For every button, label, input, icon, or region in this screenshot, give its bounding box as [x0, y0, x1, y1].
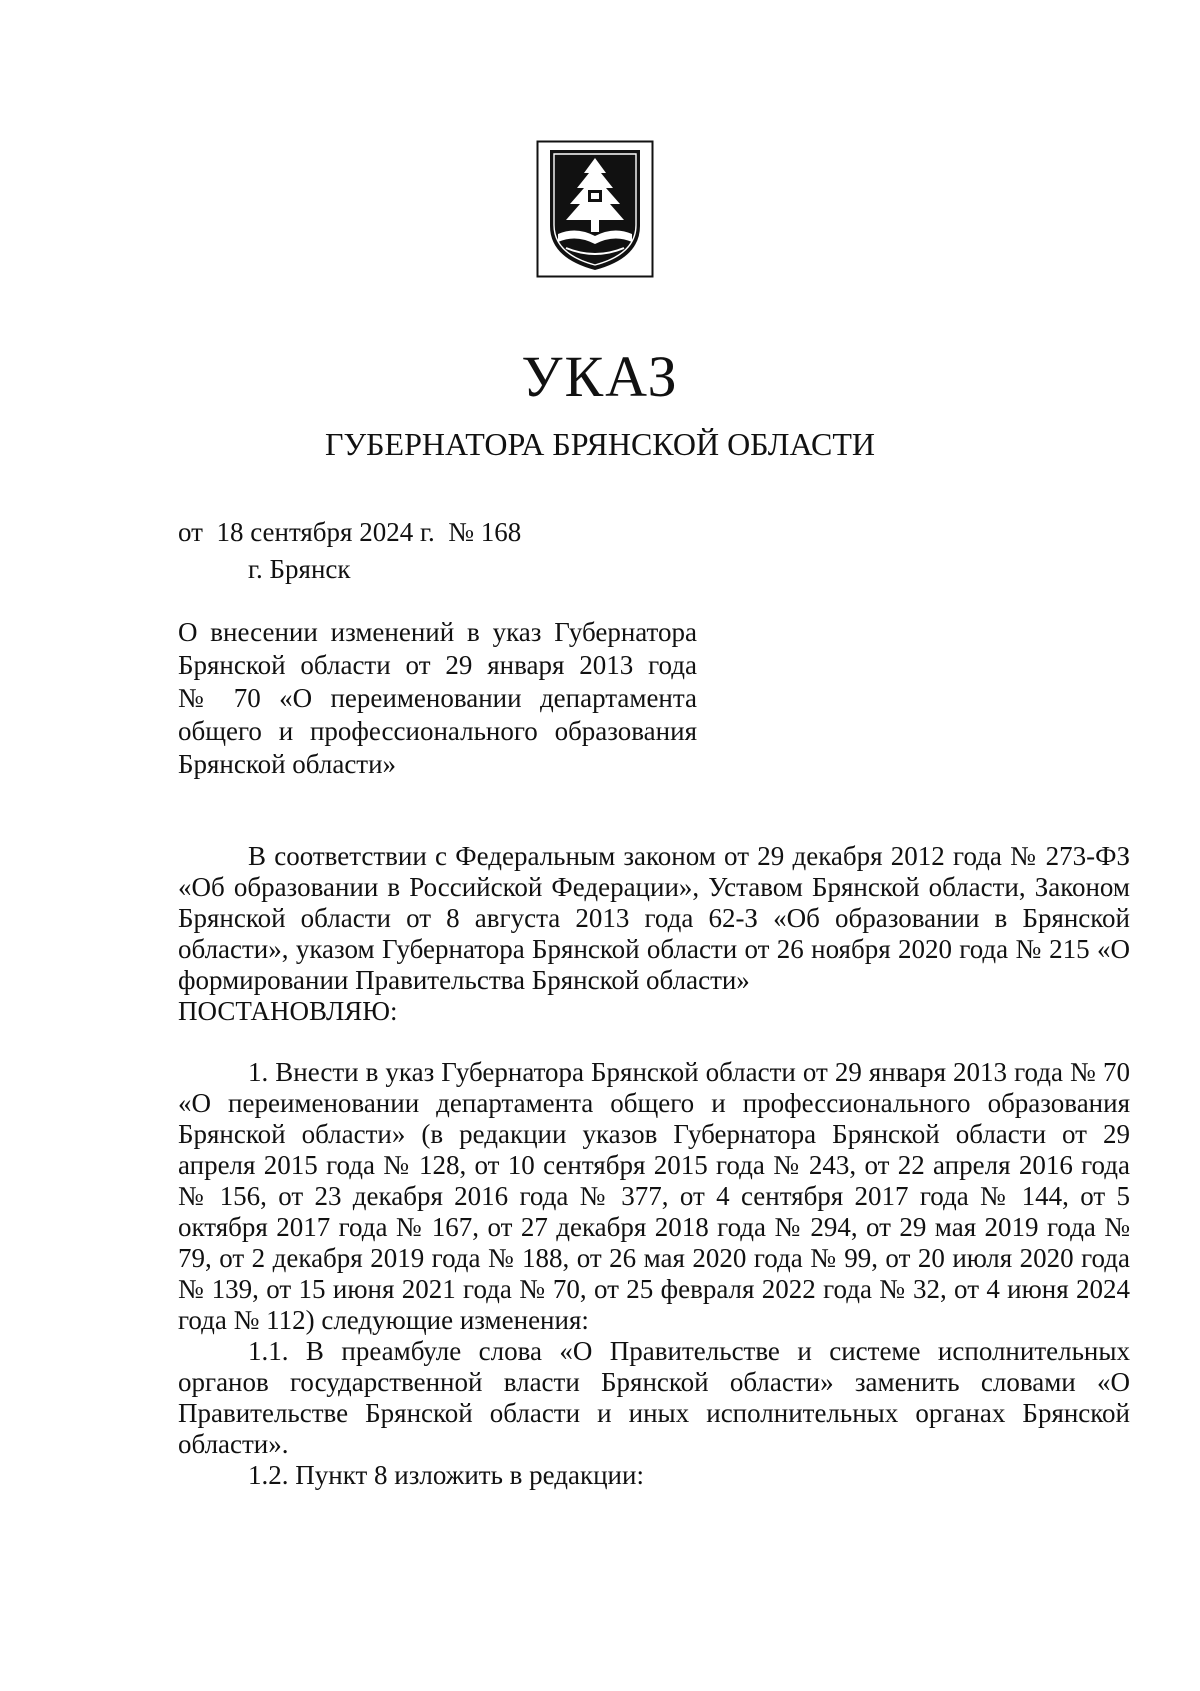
document-date-number: от 18 сентября 2024 г. № 168 — [178, 517, 522, 547]
document-title: УКАЗ — [521, 344, 679, 409]
heading-line: Брянской области от 29 января 2013 года — [178, 650, 697, 680]
document-subtitle: ГУБЕРНАТОРА БРЯНСКОЙ ОБЛАСТИ — [325, 426, 875, 462]
item-1-2-paragraph: 1.2. Пункт 8 изложить в редакции: — [248, 1460, 644, 1490]
document-body — [178, 841, 1130, 1491]
document-city: г. Брянск — [248, 554, 351, 584]
heading-line: № 70 «О переименовании департамента — [178, 683, 697, 713]
heading-line: О внесении изменений в указ Губернатора — [178, 617, 697, 647]
document-heading — [178, 616, 697, 781]
preamble-paragraph: В соответствии с Федеральным законом от 29 декабря 2012 года № 273-ФЗ «Об образовании в Российской Федерации», Уставом Брянской области, Законом Брянской области от 8 августа 2013 года 62-З «Об образовании в Брянской области», указом Губернатора Брянской области от 26 ноября 2020 года № 215 «О формировании Правительства Брянской области» — [178, 841, 1130, 995]
item-1-1-paragraph: 1.1. В преамбуле слова «О Правительстве и системе исполнительных органов государственной власти Брянской области» заменить словами «О Правительстве Брянской области и иных исполнительных органах Брянской области». — [178, 1336, 1130, 1459]
decree-word: ПОСТАНОВЛЯЮ: — [178, 996, 398, 1026]
coat-of-arms-icon — [536, 140, 654, 278]
item-1-paragraph: 1. Внести в указ Губернатора Брянской области от 29 января 2013 года № 70 «О переименовании департамента общего и профессионального образования Брянской области» (в редакции указов Губернатора Брянской области от 29 апреля 2015 года № 128, от 10 сентября 2015 года № 243, от 22 апреля 2016 года № 156, от 23 декабря 2016 года № 377, от 4 сентября 2017 года № 144, от 5 октября 2017 года № 167, от 27 декабря 2018 года № 294, от 29 мая 2019 года № 79, от 2 декабря 2019 года № 188, от 26 мая 2020 года № 99, от 20 июля 2020 года № 139, от 15 июня 2021 года № 70, от 25 февраля 2022 года № 32, от 4 июня 2024 года № 112) следующие изменения: — [178, 1057, 1130, 1335]
heading-line: общего и профессионального образования — [178, 716, 697, 746]
heading-line: Брянской области» — [178, 749, 397, 779]
